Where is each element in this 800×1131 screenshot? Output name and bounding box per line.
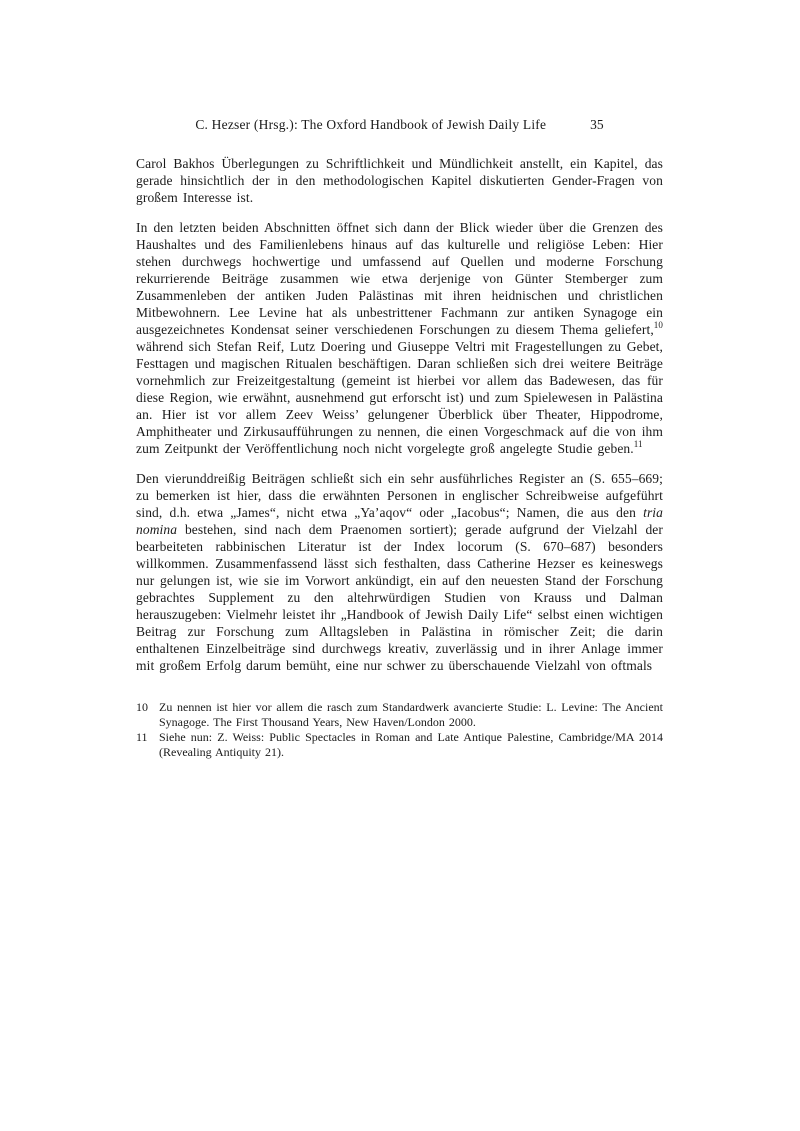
article-body	[136, 155, 663, 674]
page-content	[136, 116, 663, 760]
footnote-marker-10: 10	[653, 319, 663, 330]
paragraph-text: bestehen, sind nach dem Praenomen sortiert); gerade aufgrund der Vielzahl der bearbeiteten rabbinischen Literatur ist der Index locorum (S. 670–687) besonders willkommen. Zusammenfassend lässt sich festhalten, dass Catherine Hezser es keineswegs nur gelungen ist, wie sie im Vorwort ankündigt, ein auf den neuesten Stand der Forschung gebrachtes Supplement zu den altehrwürdigen Studien von Krauss und Dalman herauszugeben: Vielmehr leistet ihr „Handbook of Jewish Daily Life“ selbst einen wichtigen Beitrag zur Forschung zum Alltagsleben in Palästina in römischer Zeit; die darin enthaltenen Einzelbeiträge sind durchwegs kreativ, zuverlässig und in ihrer Anlage immer mit großem Erfolg darum bemüht, eine nur schwer zu überschauende Vielzahl von oftmals	[136, 522, 663, 673]
footnote-number: 11	[136, 730, 148, 745]
footnote-text: Zu nennen ist hier vor allem die rasch zum Standardwerk avancierte Studie: L. Levine: The Ancient Synagoge. The First Thousand Years, New Haven/London 2000.	[159, 700, 663, 729]
paragraph-text: während sich Stefan Reif, Lutz Doering und Giuseppe Veltri mit Fragestellungen zu Gebet, Festtagen und magischen Ritualen beschäftigen. Daran schließen sich drei weitere Beiträge vornehmlich zur Freizeitgestaltung (gemeint ist hierbei vor allem das Badewesen, das für diese Region, wie erwähnt, ausnehmend gut erforscht ist) und zum Spielewesen in Palästina an. Hier ist vor allem Zeev Weiss’ gelungener Überblick über Theater, Hippodrome, Amphitheater und Zirkusaufführungen zu nennen, die einen Vorgeschmack auf die von ihm zum Zeitpunkt der Veröffentlichung noch nicht vorgelegte groß angelegte Studie geben.	[136, 339, 663, 456]
paragraph-3	[136, 470, 663, 674]
paragraph-text: Carol Bakhos Überlegungen zu Schriftlichkeit und Mündlichkeit anstellt, ein Kapitel, das gerade hinsichtlich der in den methodologischen Kapitel diskutierten Gender-Fragen von großem Interesse ist.	[136, 156, 663, 205]
paragraph-text: In den letzten beiden Abschnitten öffnet sich dann der Blick wieder über die Grenzen des Haushaltes und des Familienlebens hinaus auf das kulturelle und religiöse Leben: Hier stehen durchwegs hochwertige und umfassend auf Quellen und moderne Forschung rekurrierende Beiträge zusammen wie etwa derjenige von Günter Stemberger zum Zusammenleben der antiken Juden Palästinas mit ihren heidnischen und christlichen Mitbewohnern. Lee Levine hat als unbestrittener Fachmann zur antiken Synagoge ein ausgezeichnetes Kondensat seiner verschiedenen Forschungen zu diesem Thema geliefert,	[136, 220, 663, 337]
footnote-number: 10	[136, 700, 148, 714]
italic-term: tria nomina	[136, 505, 663, 537]
footnote-10	[136, 700, 663, 729]
page-number: 35	[590, 117, 604, 132]
paragraph-2	[136, 219, 663, 457]
footnote-section	[136, 700, 663, 759]
footnote-marker-11: 11	[633, 438, 643, 449]
running-head-title: C. Hezser (Hrsg.): The Oxford Handbook of Jewish Daily Life	[195, 117, 547, 132]
footnote-text: Siehe nun: Z. Weiss: Public Spectacles in Roman and Late Antique Palestine, Cambridge/MA 2014 (Revealing Antiquity 21).	[159, 730, 663, 759]
running-head	[136, 116, 663, 133]
paragraph-text: Den vierunddreißig Beiträgen schließt sich ein sehr ausführliches Register an (S. 655–669; zu bemerken ist hier, dass die erwähnten Personen in englischer Schreibweise aufgeführt sind, d.h. etwa „James“, nicht etwa „Ya’aqov“ oder „Iacobus“; Namen, die aus den	[136, 471, 663, 520]
paragraph-1	[136, 155, 663, 206]
footnote-11	[136, 730, 663, 759]
